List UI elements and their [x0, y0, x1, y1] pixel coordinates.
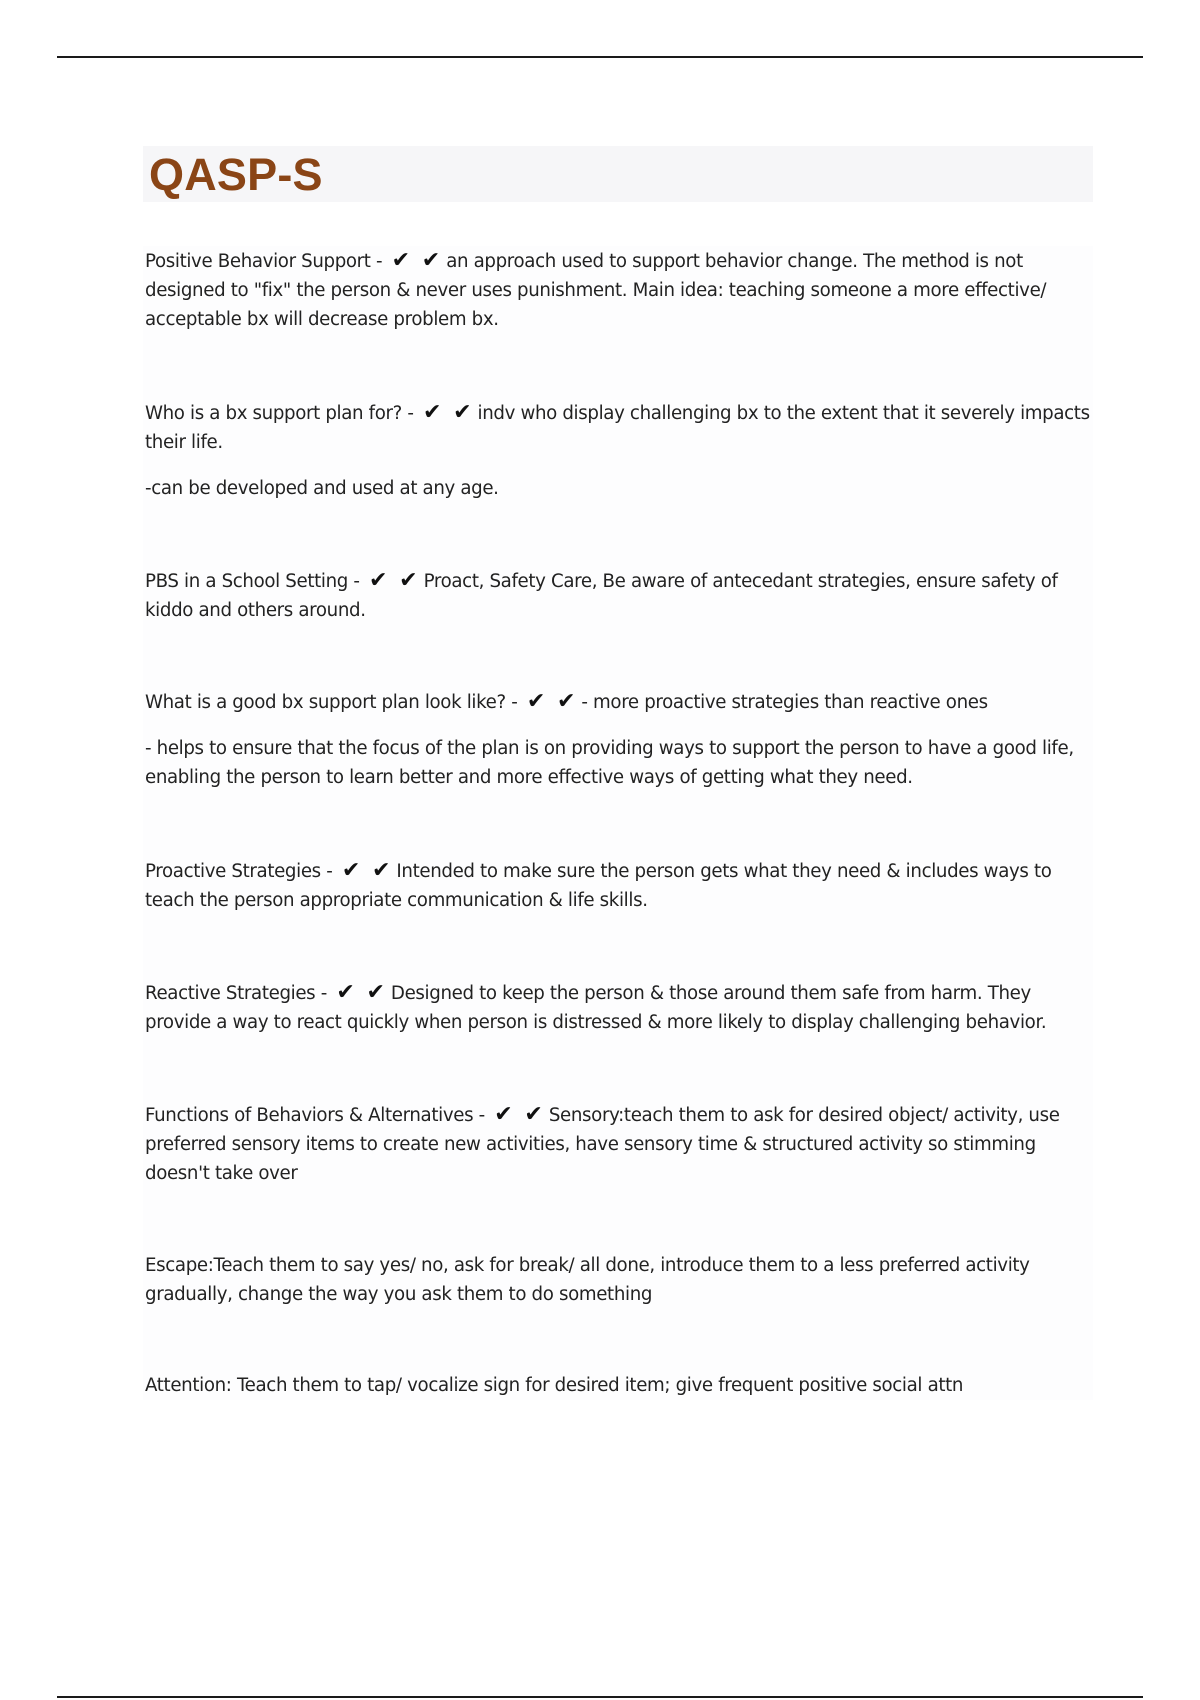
entry-term: Reactive Strategies - — [145, 983, 333, 1004]
entry-definition: Sensory:teach them to ask for desired object/ activity, use preferred sensory items to create new activities, have sensory time & structured activity so stimming doesn't take over — [145, 1105, 1060, 1184]
entry-functions-of-behaviors — [145, 1100, 1091, 1188]
document-content — [143, 146, 1093, 1400]
entry-term: Who is a bx support plan for? - — [145, 403, 419, 424]
entry-proactive-strategies — [145, 856, 1091, 915]
entry-positive-behavior-support — [145, 246, 1091, 334]
check-icon: ✔ ✔ — [494, 1102, 545, 1127]
entry-definition: - more proactive strategies than reactive ones — [581, 692, 988, 713]
entry-definition: Designed to keep the person & those around them safe from harm. They provide a way to react quickly when person is distressed & more likely to display challenging behavior. — [145, 983, 1047, 1033]
entry-pbs-school-setting — [145, 566, 1091, 625]
check-icon: ✔ ✔ — [341, 858, 393, 883]
paragraph-attention: Attention: Teach them to tap/ vocalize sign for desired item; give frequent positive social attn — [145, 1375, 964, 1396]
entry-definition: Intended to make sure the person gets what they need & includes ways to teach the person appropriate communication & life skills. — [145, 861, 1052, 911]
entry-bx-support-plan-for — [145, 398, 1091, 457]
entry-definition: an approach used to support behavior change. The method is not designed to "fix" the person & never uses punishment. Main idea: teaching someone a more effective/ acceptable bx will decrease problem bx. — [145, 251, 1047, 330]
entry-extra-line: - helps to ensure that the focus of the plan is on providing ways to support the person to have a good life, enabling the person to learn better and more effective ways of getting what they need. — [145, 738, 1074, 788]
top-rule — [57, 56, 1143, 58]
entry-term: Functions of Behaviors & Alternatives - — [145, 1105, 491, 1126]
document-body — [143, 246, 1093, 1400]
document-title: QASP-S — [149, 148, 323, 200]
check-icon: ✔ ✔ — [336, 980, 387, 1005]
entry-term: Proactive Strategies - — [145, 861, 338, 882]
check-icon: ✔ ✔ — [391, 248, 443, 273]
bottom-rule — [57, 1696, 1143, 1698]
paragraph-escape: Escape:Teach them to say yes/ no, ask for break/ all done, introduce them to a less preferred activity gradually, change the way you ask them to do something — [145, 1255, 1030, 1305]
entry-term: PBS in a School Setting - — [145, 571, 366, 592]
entry-definition: indv who display challenging bx to the extent that it severely impacts their life. — [145, 403, 1090, 453]
check-icon: ✔ ✔ — [526, 689, 578, 714]
entry-reactive-strategies — [145, 978, 1091, 1037]
entry-good-bx-support-plan — [145, 687, 1091, 717]
entry-term: What is a good bx support plan look like? - — [145, 692, 523, 713]
entry-term: Positive Behavior Support - — [145, 251, 388, 272]
check-icon: ✔ ✔ — [423, 400, 474, 425]
entry-extra-line: -can be developed and used at any age. — [145, 478, 499, 499]
title-banner — [143, 146, 1093, 202]
check-icon: ✔ ✔ — [369, 568, 420, 593]
entry-definition: Proact, Safety Care, Be aware of antecedant strategies, ensure safety of kiddo and others around. — [145, 571, 1058, 621]
